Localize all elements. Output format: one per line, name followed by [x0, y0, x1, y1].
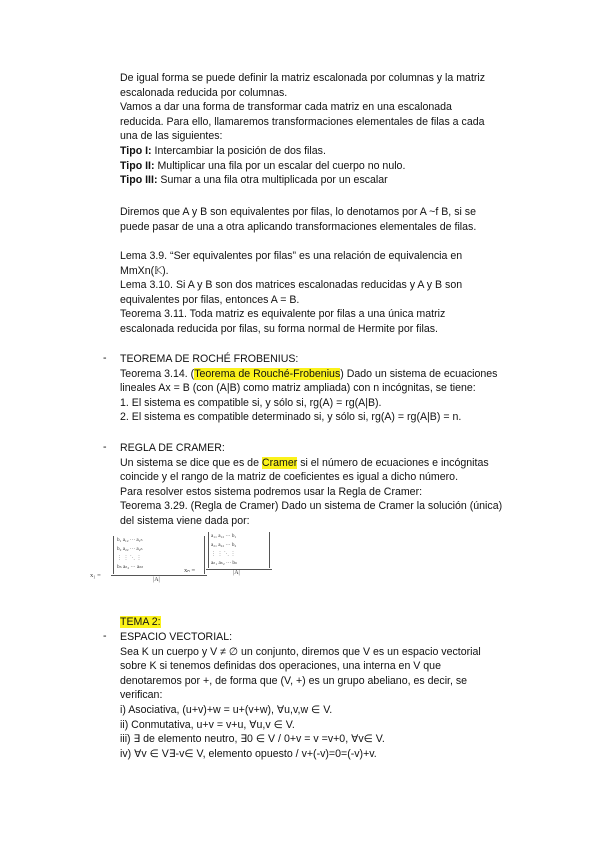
text-line: Para resolver estos sistema podremos usar la Regla de Cramer: [120, 485, 423, 498]
text-line: Lema 3.9. “Ser equivalentes por filas” es una relación de equivalencia en [120, 250, 463, 262]
formula-xn-label: xₙ = [184, 567, 196, 574]
intro-paragraph [120, 71, 520, 188]
text-line: reducida. Para ello, llamaremos transformaciones elementales de filas a cada [120, 115, 485, 128]
denominator: |A| [233, 570, 240, 576]
text-line: verifican: [120, 689, 163, 702]
section-cramer [120, 441, 520, 529]
text-line: Lema 3.10. Si A y B son dos matrices escalonadas reducidas y A y B son [120, 279, 463, 292]
text-line: iv) ∀v ∈ V∃-v∈ V, elemento opuesto / v+(-v)=0=(-v)+v. [120, 747, 377, 760]
bullet-dash: - [103, 352, 107, 364]
text-line: MmXn(𝕂). [120, 264, 169, 277]
section-title: ESPACIO VECTORIAL: [120, 631, 233, 643]
text-line: una de las siguientes: [120, 130, 223, 143]
text-line: del sistema viene dada por: [120, 514, 250, 527]
tipo-label: Tipo II: [120, 159, 155, 172]
text-line: ii) Conmutativa, u+v = v+u, ∀u,v ∈ V. [120, 718, 295, 731]
matrix-row: b₂ a₂₂ ··· a₂ₙ [117, 546, 143, 552]
text-line: sobre K si tenemos definidas dos operaciones, una interna en V que [120, 660, 441, 673]
section-rouche-frobenius [120, 352, 520, 425]
text-line: puede pasar de una a otra aplicando transformaciones elementales de filas. [120, 220, 477, 233]
tipo-label: Tipo I: [120, 144, 152, 157]
section-title: TEOREMA DE ROCHÉ FROBENIUS: [120, 353, 299, 365]
matrix-row: a₂₁ a₂₂ ··· b₂ [211, 542, 237, 548]
highlighted-text: Teorema de Rouché-Frobenius [194, 367, 341, 380]
text-line: 2. El sistema es compatible determinado si, y sólo si, rg(A) = rg(A|B) = n. [120, 411, 462, 424]
text-line: Teorema 3.11. Toda matriz es equivalente por filas a una única matriz [120, 308, 446, 321]
formula-x1-label: x₁ = [90, 572, 101, 579]
tipo-line [120, 159, 520, 174]
text-fragment: Un sistema se dice que es de [120, 456, 262, 469]
tema-heading [120, 615, 520, 630]
bullet-dash: - [103, 441, 107, 453]
matrix-xn [208, 532, 270, 580]
text-line: i) Asociativa, (u+v)+w = u+(v+w), ∀u,v,w ∈ V. [120, 703, 333, 716]
tipo-line [120, 144, 520, 159]
tipo-line [120, 173, 520, 188]
text-line: iii) ∃ de elemento neutro, ∃0 ∈ V / 0+v = v =v+0, ∀v∈ V. [120, 733, 385, 746]
text-line [120, 367, 520, 382]
text-line: lineales Ax = B (con (A|B) como matriz ampliada) con n incógnitas, se tiene: [120, 382, 476, 395]
section-title: REGLA DE CRAMER: [120, 442, 225, 454]
bullet-dash: - [103, 630, 107, 642]
text-line: coincide y el rango de la matriz de coeficientes es igual a dicho número. [120, 471, 459, 484]
text-line: equivalentes por filas, entonces A = B. [120, 293, 300, 306]
matrix-row: ⋮ ⋮ ⋱ ⋮ [211, 551, 236, 557]
highlighted-heading: TEMA 2: [120, 616, 161, 628]
equivalence-paragraph [120, 205, 520, 234]
text-line: denotaremos por +, de forma que (V, +) es un grupo abeliano, es decir, se [120, 674, 468, 687]
text-line: escalonada reducida por columnas. [120, 86, 288, 99]
matrix-x1 [113, 536, 205, 584]
lemmas-paragraph [120, 249, 520, 337]
tipo-text: Multiplicar una fila por un escalar del cuerpo no nulo. [154, 159, 406, 172]
text-line: escalonada reducida por filas, su forma normal de Hermite por filas. [120, 322, 438, 335]
text-fragment: Teorema 3.14. ( [120, 367, 195, 380]
text-fragment: ) Dado un sistema de ecuaciones [340, 367, 498, 380]
tipo-text: Intercambiar la posición de dos filas. [151, 144, 326, 157]
text-line [120, 456, 520, 471]
tipo-label: Tipo III: [120, 174, 158, 187]
matrix-row: b₁ a₁₂ ··· a₁ₙ [117, 537, 143, 543]
tipo-text: Sumar a una fila otra multiplicada por un escalar [157, 174, 388, 187]
text-fragment: si el número de ecuaciones e incógnitas [297, 456, 489, 469]
matrix-row: a₁₁ a₁₂ ··· b₁ [211, 533, 237, 539]
matrix-row: ⋮ ⋮ ⋱ ⋮ [117, 555, 142, 561]
text-line: Teorema 3.29. (Regla de Cramer) Dado un sistema de Cramer la solución (única) [120, 500, 503, 513]
section-espacio-vectorial [120, 630, 520, 761]
denominator: |A| [153, 577, 160, 583]
text-line: Vamos a dar una forma de transformar cada matriz en una escalonada [120, 101, 452, 114]
text-line: 1. El sistema es compatible si, y sólo si, rg(A) = rg(A|B). [120, 396, 382, 409]
matrix-row: aₙ₁ aₙ₂ ··· bₙ [211, 560, 238, 566]
text-line: De igual forma se puede definir la matriz escalonada por columnas y la matriz [120, 72, 486, 84]
text-line: Sea K un cuerpo y V ≠ ∅ un conjunto, diremos que V es un espacio vectorial [120, 645, 481, 658]
matrix-row: bₙ aₙ₂ ··· aₙₙ [117, 564, 144, 570]
text-line: Diremos que A y B son equivalentes por filas, lo denotamos por A ~f B, si se [120, 206, 476, 218]
highlighted-text: Cramer [261, 456, 298, 469]
